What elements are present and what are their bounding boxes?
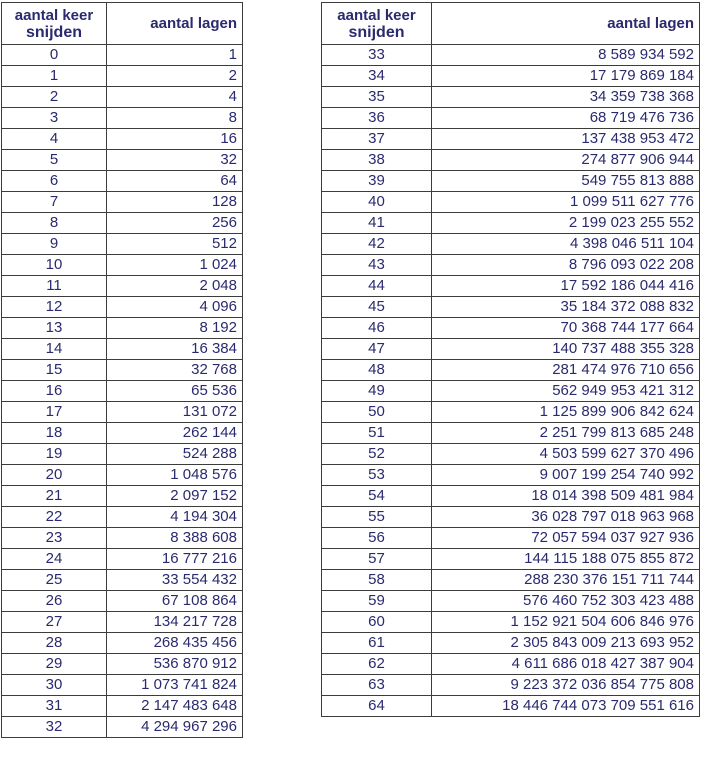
- cuts-cell: 19: [2, 444, 107, 465]
- layers-cell: 281 474 976 710 656: [432, 360, 700, 381]
- cuts-cell: 8: [2, 213, 107, 234]
- table-row: [322, 633, 700, 654]
- layers-cell: 536 870 912: [107, 654, 243, 675]
- cuts-cell: 3: [2, 108, 107, 129]
- layers-cell: 262 144: [107, 423, 243, 444]
- layers-cell: 18 446 744 073 709 551 616: [432, 696, 700, 717]
- table-row: [2, 192, 243, 213]
- table-row: [322, 402, 700, 423]
- table-row: [2, 108, 243, 129]
- cuts-cell: 21: [2, 486, 107, 507]
- table-row: [2, 549, 243, 570]
- table-row: [2, 675, 243, 696]
- layers-cell: 1 099 511 627 776: [432, 192, 700, 213]
- table-row: [322, 423, 700, 444]
- cuts-cell: 59: [322, 591, 432, 612]
- table-row: [322, 549, 700, 570]
- header-cuts-line1: aantal keer: [337, 6, 416, 24]
- cuts-cell: 14: [2, 339, 107, 360]
- cuts-cell: 35: [322, 87, 432, 108]
- table-row: [2, 45, 243, 66]
- table-row: [2, 255, 243, 276]
- cuts-cell: 26: [2, 591, 107, 612]
- table-row: [322, 255, 700, 276]
- cuts-cell: 53: [322, 465, 432, 486]
- table-row: [2, 654, 243, 675]
- layers-cell: 1 073 741 824: [107, 675, 243, 696]
- layers-cell: 2: [107, 66, 243, 87]
- table-row: [2, 570, 243, 591]
- layers-cell: 4 194 304: [107, 507, 243, 528]
- table-row: [2, 486, 243, 507]
- table-row: [2, 234, 243, 255]
- cuts-cell: 31: [2, 696, 107, 717]
- table-row: [322, 612, 700, 633]
- cuts-cell: 5: [2, 150, 107, 171]
- table-row: [2, 318, 243, 339]
- table-row: [2, 360, 243, 381]
- cuts-cell: 51: [322, 423, 432, 444]
- header-layers: aantal lagen: [107, 3, 243, 45]
- table-row: [2, 528, 243, 549]
- cuts-cell: 23: [2, 528, 107, 549]
- layers-cell: 8 589 934 592: [432, 45, 700, 66]
- cuts-cell: 44: [322, 276, 432, 297]
- table-row: [322, 675, 700, 696]
- layers-cell: 4: [107, 87, 243, 108]
- cuts-cell: 41: [322, 213, 432, 234]
- cuts-cell: 15: [2, 360, 107, 381]
- layers-cell: 32: [107, 150, 243, 171]
- layers-cell: 562 949 953 421 312: [432, 381, 700, 402]
- header-row: [322, 3, 700, 45]
- table-row: [322, 108, 700, 129]
- layers-cell: 4 398 046 511 104: [432, 234, 700, 255]
- cuts-cell: 2: [2, 87, 107, 108]
- layers-cell: 2 251 799 813 685 248: [432, 423, 700, 444]
- table-row: [2, 339, 243, 360]
- table-row: [322, 360, 700, 381]
- layers-cell: 288 230 376 151 711 744: [432, 570, 700, 591]
- layers-cell: 140 737 488 355 328: [432, 339, 700, 360]
- table-row: [322, 129, 700, 150]
- layers-cell: 1: [107, 45, 243, 66]
- cuts-cell: 28: [2, 633, 107, 654]
- table-row: [322, 318, 700, 339]
- header-cuts-line2: snijden: [25, 23, 82, 41]
- layers-cell: 576 460 752 303 423 488: [432, 591, 700, 612]
- layers-cell: 16: [107, 129, 243, 150]
- layers-cell: 4 503 599 627 370 496: [432, 444, 700, 465]
- layers-cell: 8: [107, 108, 243, 129]
- layers-cell: 549 755 813 888: [432, 171, 700, 192]
- cuts-cell: 16: [2, 381, 107, 402]
- cuts-cell: 33: [322, 45, 432, 66]
- cuts-cell: 10: [2, 255, 107, 276]
- layers-cell: 8 796 093 022 208: [432, 255, 700, 276]
- cuts-cell: 1: [2, 66, 107, 87]
- layers-cell: 128: [107, 192, 243, 213]
- cuts-cell: 52: [322, 444, 432, 465]
- layers-cell: 144 115 188 075 855 872: [432, 549, 700, 570]
- table-row: [322, 192, 700, 213]
- table-row: [2, 507, 243, 528]
- table-row: [322, 570, 700, 591]
- layers-cell: 32 768: [107, 360, 243, 381]
- cuts-cell: 25: [2, 570, 107, 591]
- table-row: [2, 402, 243, 423]
- cuts-cell: 20: [2, 465, 107, 486]
- layers-cell: 17 592 186 044 416: [432, 276, 700, 297]
- cuts-cell: 12: [2, 297, 107, 318]
- layers-cell: 8 388 608: [107, 528, 243, 549]
- table-row: [322, 150, 700, 171]
- cuts-cell: 36: [322, 108, 432, 129]
- layers-cell: 70 368 744 177 664: [432, 318, 700, 339]
- cuts-cell: 55: [322, 507, 432, 528]
- layers-cell: 1 024: [107, 255, 243, 276]
- layers-cell: 33 554 432: [107, 570, 243, 591]
- table-row: [2, 66, 243, 87]
- table-row: [322, 528, 700, 549]
- layers-cell: 2 199 023 255 552: [432, 213, 700, 234]
- table-row: [2, 276, 243, 297]
- cuts-cell: 11: [2, 276, 107, 297]
- layers-cell: 34 359 738 368: [432, 87, 700, 108]
- layers-cell: 1 152 921 504 606 846 976: [432, 612, 700, 633]
- table-row: [322, 297, 700, 318]
- cuts-cell: 38: [322, 150, 432, 171]
- header-row: [2, 3, 243, 45]
- cuts-cell: 34: [322, 66, 432, 87]
- cuts-cell: 60: [322, 612, 432, 633]
- table-row: [2, 633, 243, 654]
- cuts-cell: 17: [2, 402, 107, 423]
- table-row: [322, 654, 700, 675]
- cuts-cell: 63: [322, 675, 432, 696]
- table-row: [322, 381, 700, 402]
- cuts-cell: 50: [322, 402, 432, 423]
- cuts-cell: 42: [322, 234, 432, 255]
- layers-cell: 9 007 199 254 740 992: [432, 465, 700, 486]
- layers-cell: 256: [107, 213, 243, 234]
- table-row: [322, 339, 700, 360]
- table-row: [322, 507, 700, 528]
- layers-cell: 134 217 728: [107, 612, 243, 633]
- layers-cell: 137 438 953 472: [432, 129, 700, 150]
- cuts-cell: 7: [2, 192, 107, 213]
- layers-cell: 64: [107, 171, 243, 192]
- header-layers: aantal lagen: [432, 3, 700, 45]
- table-row: [2, 150, 243, 171]
- layers-cell: 16 384: [107, 339, 243, 360]
- table-row: [2, 465, 243, 486]
- cuts-cell: 13: [2, 318, 107, 339]
- cuts-cell: 22: [2, 507, 107, 528]
- layers-cell: 4 096: [107, 297, 243, 318]
- table-row: [322, 486, 700, 507]
- layers-cell: 4 611 686 018 427 387 904: [432, 654, 700, 675]
- table-row: [2, 381, 243, 402]
- table-row: [322, 591, 700, 612]
- table-right: [321, 2, 700, 717]
- table-row: [322, 66, 700, 87]
- table-left: [1, 2, 243, 738]
- header-cuts: [322, 3, 432, 45]
- layers-cell: 1 048 576: [107, 465, 243, 486]
- layers-cell: 274 877 906 944: [432, 150, 700, 171]
- cuts-cell: 58: [322, 570, 432, 591]
- cuts-cell: 62: [322, 654, 432, 675]
- table-row: [322, 87, 700, 108]
- layers-cell: 1 125 899 906 842 624: [432, 402, 700, 423]
- cuts-cell: 61: [322, 633, 432, 654]
- table-row: [322, 213, 700, 234]
- cuts-cell: 30: [2, 675, 107, 696]
- layers-cell: 512: [107, 234, 243, 255]
- layers-cell: 17 179 869 184: [432, 66, 700, 87]
- cuts-cell: 48: [322, 360, 432, 381]
- header-cuts-line1: aantal keer: [14, 6, 94, 24]
- table-row: [2, 444, 243, 465]
- layers-cell: 72 057 594 037 927 936: [432, 528, 700, 549]
- layers-cell: 131 072: [107, 402, 243, 423]
- table-row: [322, 696, 700, 717]
- cuts-cell: 0: [2, 45, 107, 66]
- table-row: [322, 234, 700, 255]
- table-row: [2, 213, 243, 234]
- layers-cell: 524 288: [107, 444, 243, 465]
- table-row: [2, 696, 243, 717]
- layers-cell: 268 435 456: [107, 633, 243, 654]
- cuts-cell: 29: [2, 654, 107, 675]
- cuts-cell: 39: [322, 171, 432, 192]
- header-cuts-line2: snijden: [348, 23, 405, 41]
- layers-cell: 35 184 372 088 832: [432, 297, 700, 318]
- cuts-cell: 37: [322, 129, 432, 150]
- layers-cell: 2 305 843 009 213 693 952: [432, 633, 700, 654]
- layers-cell: 18 014 398 509 481 984: [432, 486, 700, 507]
- table-right-body: [322, 45, 700, 717]
- table-row: [2, 87, 243, 108]
- cuts-cell: 18: [2, 423, 107, 444]
- layers-cell: 4 294 967 296: [107, 717, 243, 738]
- cuts-cell: 43: [322, 255, 432, 276]
- table-row: [322, 276, 700, 297]
- table-row: [322, 171, 700, 192]
- layers-cell: 9 223 372 036 854 775 808: [432, 675, 700, 696]
- cuts-cell: 49: [322, 381, 432, 402]
- cuts-cell: 40: [322, 192, 432, 213]
- table-row: [2, 171, 243, 192]
- table-row: [2, 612, 243, 633]
- cuts-cell: 56: [322, 528, 432, 549]
- layers-cell: 2 048: [107, 276, 243, 297]
- table-row: [2, 591, 243, 612]
- layers-cell: 2 147 483 648: [107, 696, 243, 717]
- cuts-cell: 54: [322, 486, 432, 507]
- layers-cell: 16 777 216: [107, 549, 243, 570]
- table-left-body: [2, 45, 243, 738]
- table-row: [322, 444, 700, 465]
- cuts-cell: 9: [2, 234, 107, 255]
- layers-cell: 67 108 864: [107, 591, 243, 612]
- layers-cell: 2 097 152: [107, 486, 243, 507]
- cuts-cell: 45: [322, 297, 432, 318]
- cuts-cell: 64: [322, 696, 432, 717]
- header-cuts: [2, 3, 107, 45]
- table-row: [322, 465, 700, 486]
- table-row: [2, 129, 243, 150]
- cuts-cell: 46: [322, 318, 432, 339]
- table-row: [2, 423, 243, 444]
- cuts-cell: 32: [2, 717, 107, 738]
- layers-cell: 36 028 797 018 963 968: [432, 507, 700, 528]
- layers-cell: 8 192: [107, 318, 243, 339]
- cuts-cell: 6: [2, 171, 107, 192]
- table-row: [2, 717, 243, 738]
- cuts-cell: 24: [2, 549, 107, 570]
- cuts-cell: 27: [2, 612, 107, 633]
- cuts-cell: 47: [322, 339, 432, 360]
- table-row: [2, 297, 243, 318]
- table-row: [322, 45, 700, 66]
- layers-cell: 65 536: [107, 381, 243, 402]
- cuts-cell: 4: [2, 129, 107, 150]
- cuts-cell: 57: [322, 549, 432, 570]
- layers-cell: 68 719 476 736: [432, 108, 700, 129]
